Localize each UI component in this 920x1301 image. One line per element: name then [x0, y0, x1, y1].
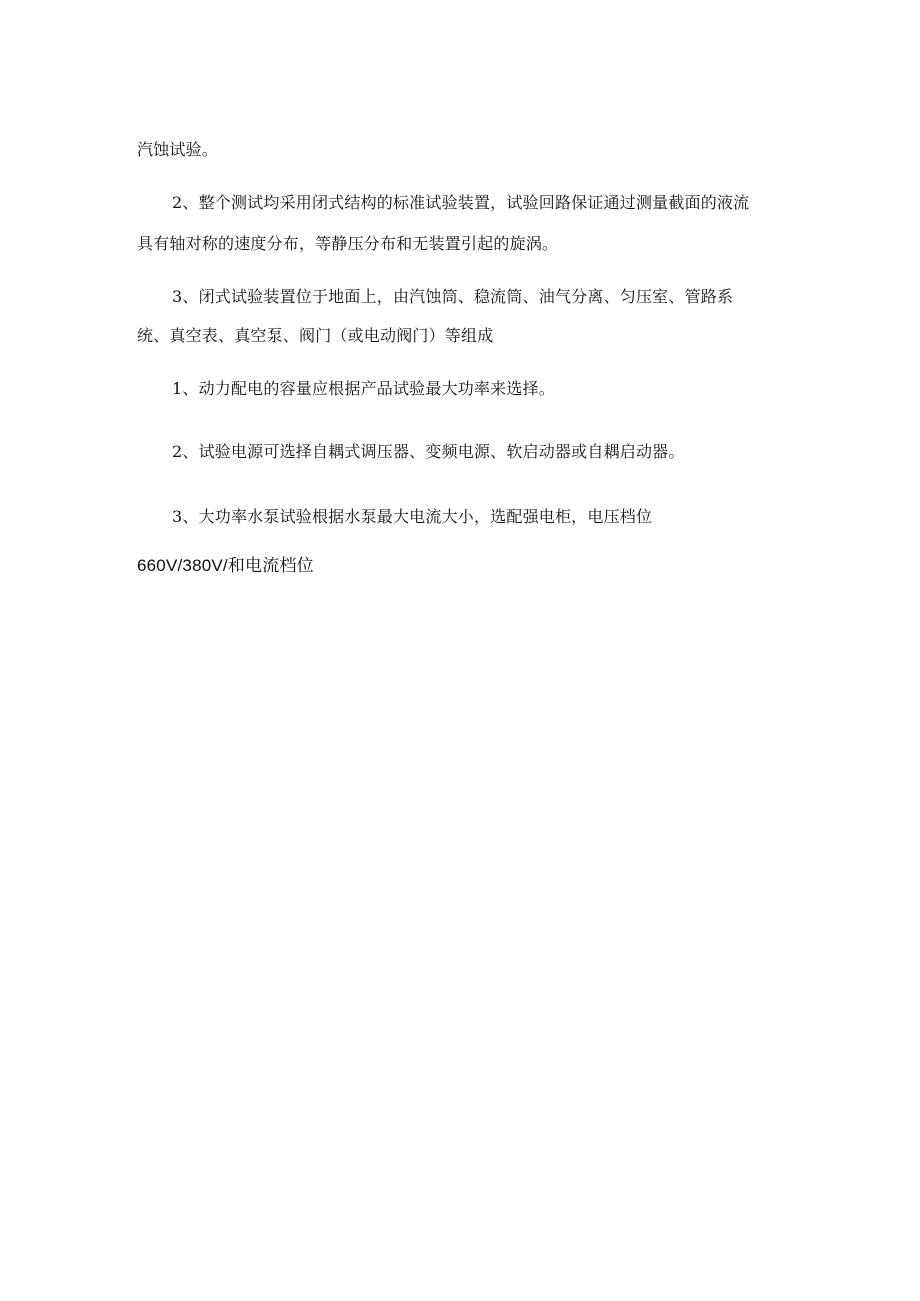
text-line-5: 统、真空表、真空泵、阀门（或电动阀门）等组成 [137, 326, 494, 345]
text-line-1: 汽蚀试验。 [137, 140, 219, 159]
text-line-9: 660V/380V/和电流档位 [137, 556, 314, 575]
text-line-6: 1、动力配电的容量应根据产品试验最大功率来选择。 [172, 379, 555, 398]
text-line-2: 2、整个测试均采用闭式结构的标准试验装置，试验回路保证通过测量截面的液流 [172, 193, 750, 212]
text-line-4: 3、闭式试验装置位于地面上，由汽蚀筒、稳流筒、油气分离、匀压室、管路系 [172, 287, 734, 306]
text-line-8: 3、大功率水泵试验根据水泵最大电流大小，选配强电柜，电压档位 [172, 507, 653, 526]
text-line-3: 具有轴对称的速度分布，等静压分布和无装置引起的旋涡。 [137, 234, 559, 253]
text-line-7: 2、试验电源可选择自耦式调压器、变频电源、软启动器或自耦启动器。 [172, 442, 685, 461]
